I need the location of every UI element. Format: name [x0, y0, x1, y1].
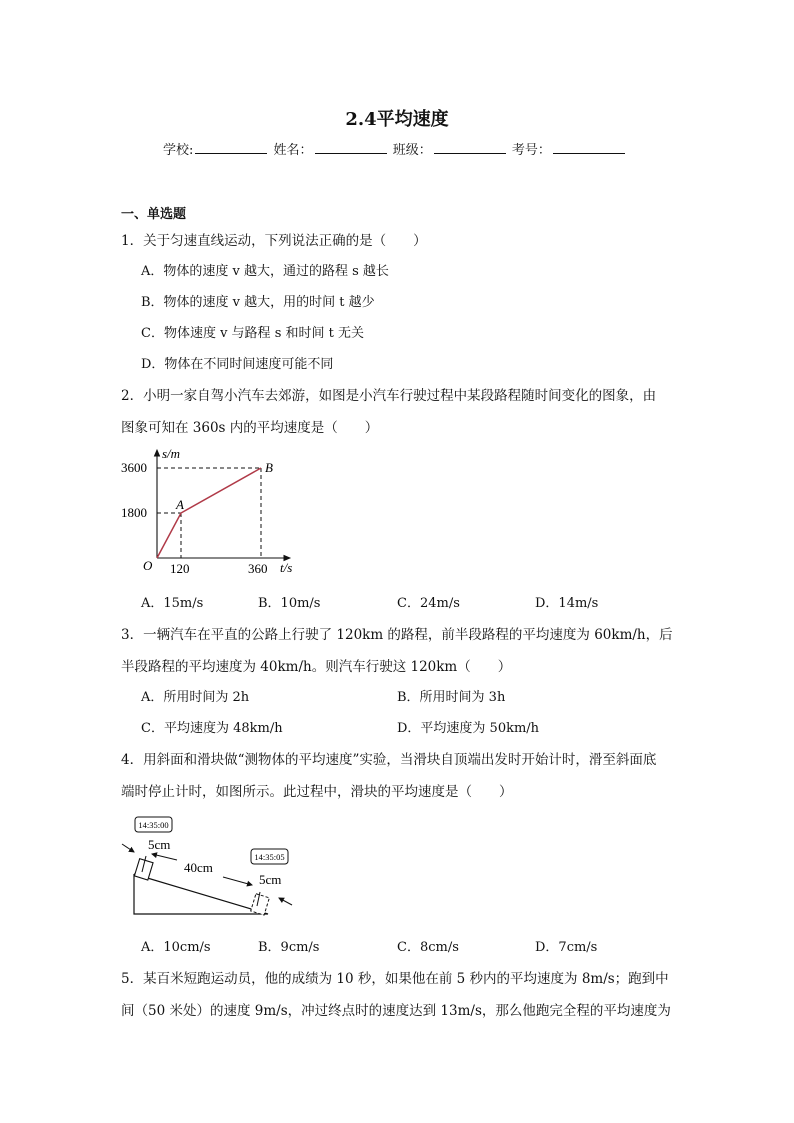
left-pointer-arrow — [122, 844, 134, 852]
x-axis-label: t/s — [280, 560, 293, 575]
name-label: 姓名： — [273, 143, 313, 158]
question-5 — [121, 967, 669, 987]
distance-arrow-left — [152, 854, 177, 860]
question-text: 用斜面和滑块做“测物体的平均速度”实验，当滑块自顶端出发时开始计时，滑至斜面底 — [143, 752, 657, 768]
question-text: 小明一家自驾小汽车去郊游，如图是小汽车行驶过程中某段路程随时间变化的图象，由 — [143, 388, 657, 404]
point-a-label: A — [176, 497, 184, 512]
q3-option-a[interactable]: A．所用时间为 2h — [141, 690, 250, 705]
q2-option-a[interactable]: A．15m/s — [141, 596, 204, 611]
question-number: 5． — [121, 971, 144, 987]
q1-option-d[interactable]: D．物体在不同时间速度可能不同 — [141, 357, 334, 372]
incline-diagram — [118, 814, 308, 920]
school-blank[interactable] — [195, 141, 267, 154]
q4-option-a[interactable]: A．10cm/s — [141, 940, 211, 955]
question-number: 3． — [121, 627, 144, 643]
q3-option-b[interactable]: B．所用时间为 3h — [397, 690, 506, 705]
question-number: 4． — [121, 752, 144, 768]
q1-option-b[interactable]: B．物体的速度 v 越大，用的时间 t 越少 — [141, 295, 375, 310]
question-4-line-2: 端时停止计时，如图所示。此过程中，滑块的平均速度是（ ） — [121, 784, 513, 800]
x-tick-label: 120 — [170, 561, 190, 576]
question-5-line-2: 间（50 米处）的速度 9m/s，冲过终点时的速度达到 13m/s，那么他跑完全程的平均速度为 — [121, 1003, 671, 1019]
q3-option-d[interactable]: D．平均速度为 50km/h — [397, 721, 540, 736]
class-blank[interactable] — [434, 141, 506, 154]
student-info-line — [163, 139, 627, 158]
q1-option-a[interactable]: A．物体的速度 v 越大，通过的路程 s 越长 — [141, 264, 389, 279]
slider-block-top — [134, 859, 153, 880]
question-number: 1． — [121, 233, 144, 249]
number-label: 考号： — [511, 143, 551, 158]
distance-arrow-right — [223, 877, 252, 885]
name-blank[interactable] — [315, 141, 387, 154]
point-b-label: B — [265, 460, 273, 475]
page-title: 2.4平均速度 — [345, 109, 449, 130]
q4-option-d[interactable]: D．7cm/s — [535, 940, 598, 955]
start-time: 14:35:00 — [138, 820, 169, 830]
question-1 — [121, 229, 427, 249]
slope-distance: 40cm — [184, 860, 213, 875]
y-axis-label: s/m — [162, 446, 181, 461]
top-block-length: 5cm — [148, 837, 171, 852]
distance-time-graph — [110, 444, 310, 580]
q2-option-b[interactable]: B．10m/s — [258, 596, 321, 611]
question-text: 关于匀速直线运动，下列说法正确的是（ ） — [143, 233, 427, 249]
origin-label: O — [143, 558, 153, 573]
q2-option-c[interactable]: C．24m/s — [397, 596, 460, 611]
bottom-block-length: 5cm — [259, 872, 282, 887]
school-label: 学校: — [163, 143, 194, 158]
q4-option-c[interactable]: C．8cm/s — [397, 940, 459, 955]
number-blank[interactable] — [553, 141, 625, 154]
x-tick-label: 360 — [248, 561, 268, 576]
class-label: 班级： — [392, 143, 432, 158]
question-text: 某百米短跑运动员，他的成绩为 10 秒，如果他在前 5 秒内的平均速度为 8m/s；跑到中 — [143, 971, 669, 987]
q1-option-c[interactable]: C．物体速度 v 与路程 s 和时间 t 无关 — [141, 326, 364, 341]
q3-option-c[interactable]: C．平均速度为 48km/h — [141, 721, 283, 736]
question-4 — [121, 748, 656, 768]
q4-option-b[interactable]: B．9cm/s — [258, 940, 320, 955]
question-2-line-2: 图象可知在 360s 内的平均速度是（ ） — [121, 420, 379, 436]
incline-ramp — [134, 874, 268, 914]
section-heading: 一、单选题 — [121, 207, 187, 222]
slider-block-bottom — [251, 894, 270, 915]
question-number: 2． — [121, 388, 144, 404]
y-tick-label: 3600 — [121, 460, 147, 475]
right-pointer-arrow — [279, 898, 292, 905]
question-3-line-2: 半段路程的平均速度为 40km/h。则汽车行驶这 120km（ ） — [121, 659, 512, 675]
question-3 — [121, 623, 673, 643]
y-tick-label: 1800 — [121, 505, 147, 520]
question-2 — [121, 384, 656, 404]
q2-option-d[interactable]: D．14m/s — [535, 596, 599, 611]
end-time: 14:35:05 — [254, 852, 285, 862]
question-text: 一辆汽车在平直的公路上行驶了 120km 的路程，前半段路程的平均速度为 60km/h，后 — [143, 627, 673, 643]
